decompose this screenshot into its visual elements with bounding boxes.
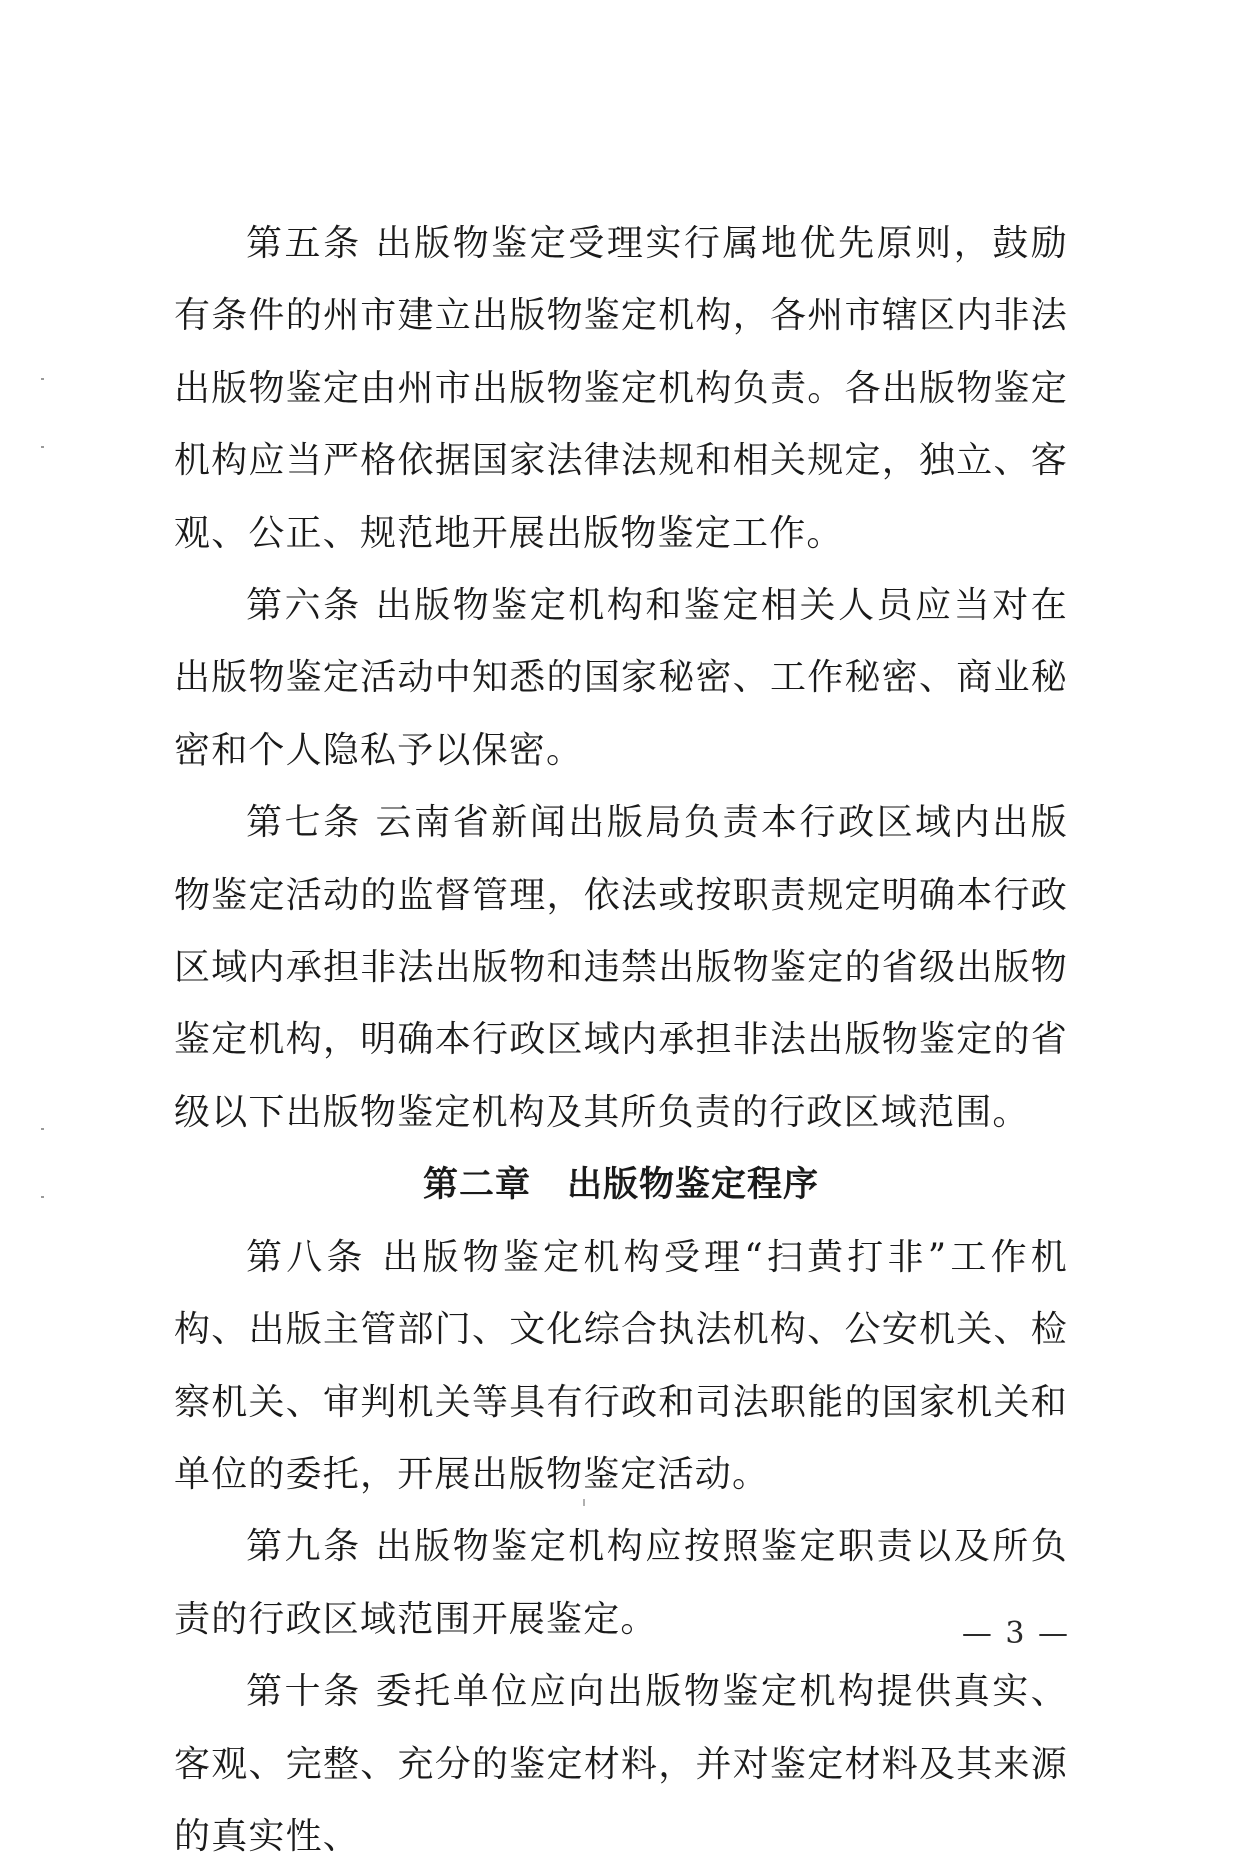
chapter-heading: 第二章 出版物鉴定程序 (422, 1165, 819, 1206)
article-5: 第五条 出版物鉴定受理实行属地优先原则，鼓励有条件的州市建立出版物鉴定机构，各州市辖区内非法出版物鉴定由州市出版物鉴定机构负责。各出版物鉴定机构应当严格依据国家法律法规和相关规定，独立、客观、公正、规范地开展出版物鉴定工作。 (174, 223, 1068, 554)
scan-mark (41, 446, 44, 448)
document-body (174, 208, 1068, 1873)
article-8: 第八条 出版物鉴定机构受理“扫黄打非”工作机构、出版主管部门、文化综合执法机构、公安机关、检察机关、审判机关等具有行政和司法职能的国家机关和单位的委托，开展出版物鉴定活动。 (174, 1236, 1068, 1495)
article-6: 第六条 出版物鉴定机构和鉴定相关人员应当对在出版物鉴定活动中知悉的国家秘密、工作秘密、商业秘密和个人隐私予以保密。 (174, 585, 1068, 771)
page-number: — 3 — (961, 1616, 1070, 1651)
scan-mark (583, 1499, 585, 1506)
scan-mark (41, 1196, 44, 1198)
article-10: 第十条 委托单位应向出版物鉴定机构提供真实、客观、完整、充分的鉴定材料，并对鉴定材料及其来源的真实性、 (174, 1671, 1068, 1857)
scan-mark (41, 378, 44, 380)
article-9: 第九条 出版物鉴定机构应按照鉴定职责以及所负责的行政区域范围开展鉴定。 (174, 1526, 1068, 1640)
scan-mark (41, 1128, 44, 1130)
article-7: 第七条 云南省新闻出版局负责本行政区域内出版物鉴定活动的监督管理，依法或按职责规定明确本行政区域内承担非法出版物和违禁出版物鉴定的省级出版物鉴定机构，明确本行政区域内承担非法出版物鉴定的省级以下出版物鉴定机构及其所负责的行政区域范围。 (174, 802, 1068, 1133)
